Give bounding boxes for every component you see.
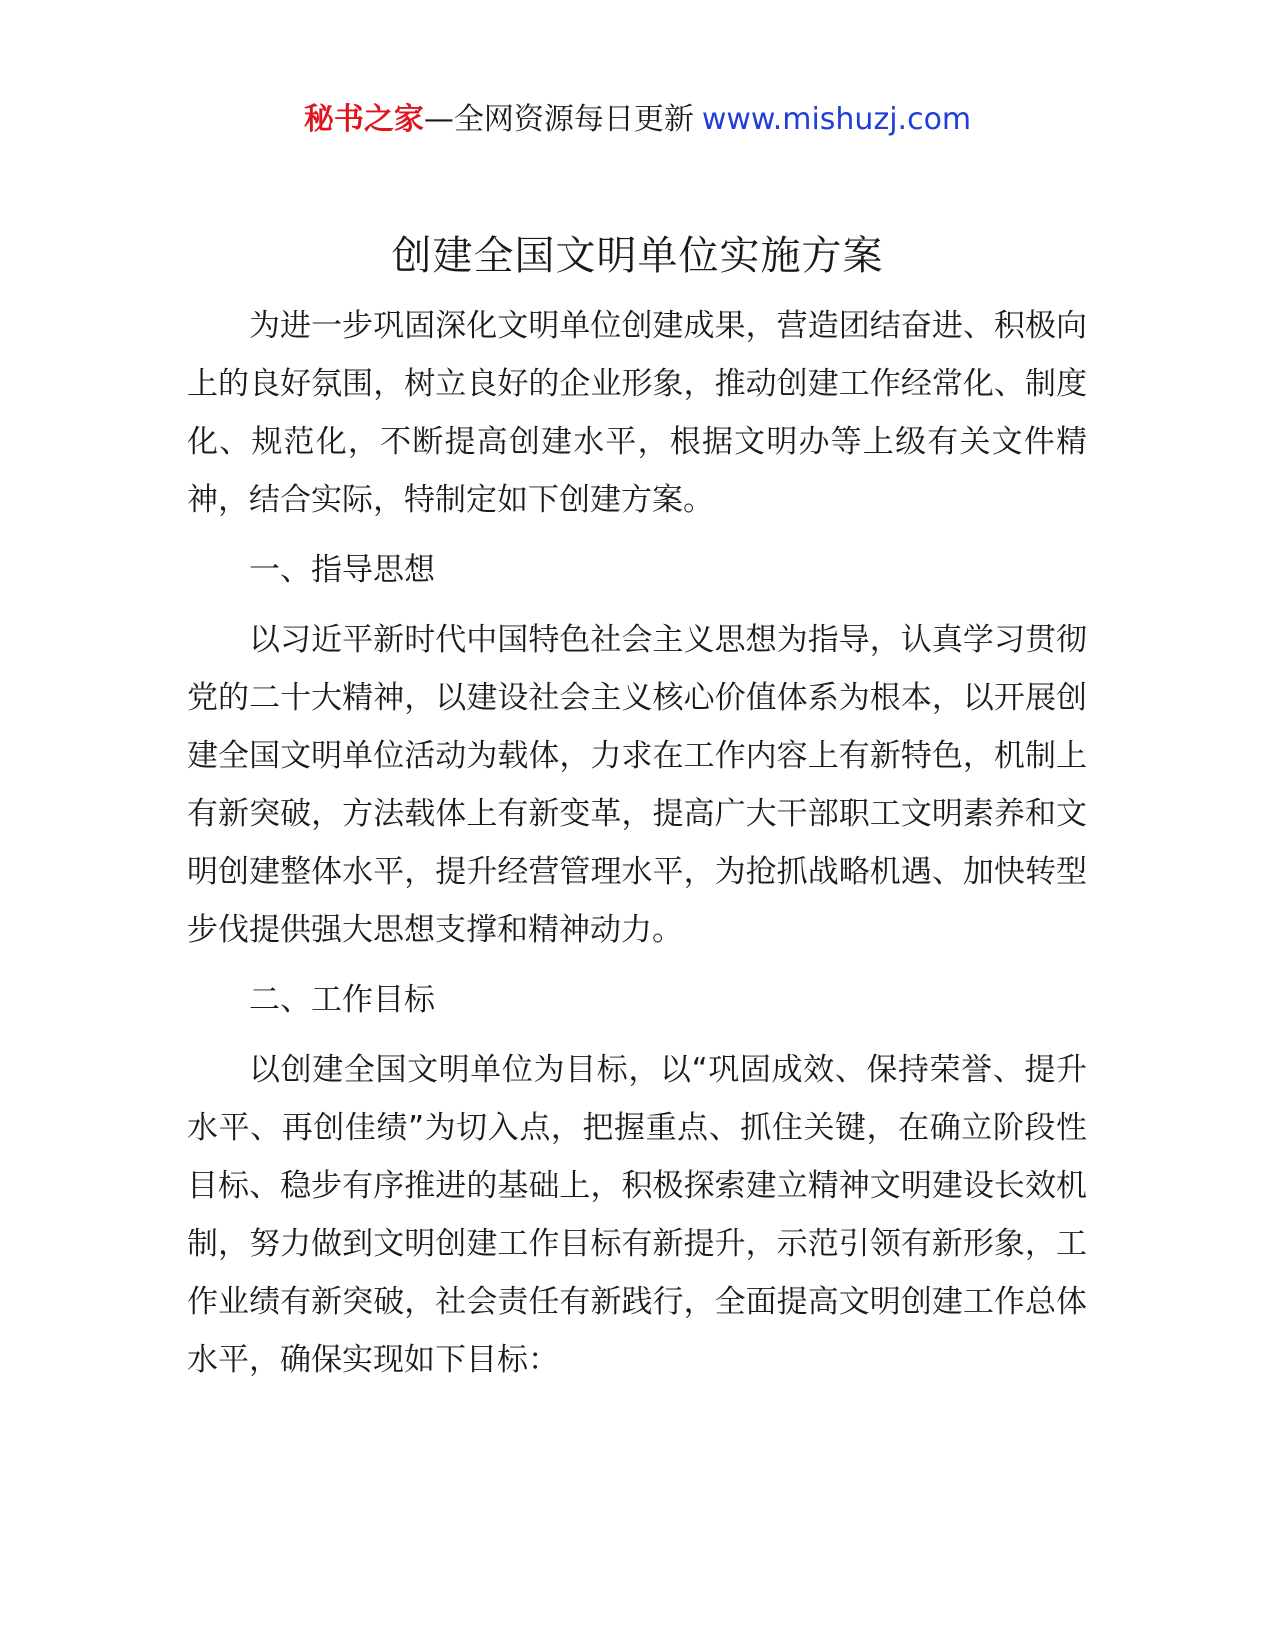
document-title: 创建全国文明单位实施方案 bbox=[391, 233, 884, 279]
guiding-ideology-paragraph: 以习近平新时代中国特色社会主义思想为指导，认真学习贯彻党的二十大精神，以建设社会主义核心价值体系为根本，以开展创建全国文明单位活动为载体，力求在工作内容上有新特色，机制上有新突破，方法载体上有新变革，提高广大干部职工文明素养和文明创建整体水平，提升经营管理水平，为抢抓战略机遇、加快转型步伐提供强大思想支撑和精神动力。 bbox=[187, 622, 1087, 948]
intro-paragraph: 为进一步巩固深化文明单位创建成果，营造团结奋进、积极向上的良好氛围，树立良好的企业形象，推动创建工作经常化、制度化、规范化，不断提高创建水平，根据文明办等上级有关文件精神，结合实际，特制定如下创建方案。 bbox=[187, 308, 1087, 518]
work-goals-paragraph: 以创建全国文明单位为目标，以“巩固成效、保持荣誉、提升水平、再创佳绩”为切入点，把握重点、抓住关键，在确立阶段性目标、稳步有序推进的基础上，积极探索建立精神文明建设长效机制，努力做到文明创建工作目标有新提升，示范引领有新形象，工作业绩有新突破，社会责任有新践行，全面提高文明创建工作总体水平，确保实现如下目标： bbox=[187, 1052, 1087, 1378]
page-header bbox=[0, 100, 1275, 140]
document-body bbox=[187, 297, 1087, 1401]
section-heading-work-goals: 二、工作目标 bbox=[249, 982, 435, 1018]
website-link[interactable]: www.mishuzj.com bbox=[701, 102, 972, 137]
brand-name: 秘书之家 bbox=[303, 102, 424, 137]
section-heading-guiding-ideology: 一、指导思想 bbox=[249, 552, 435, 588]
header-tagline: —全网资源每日更新 bbox=[423, 102, 694, 137]
